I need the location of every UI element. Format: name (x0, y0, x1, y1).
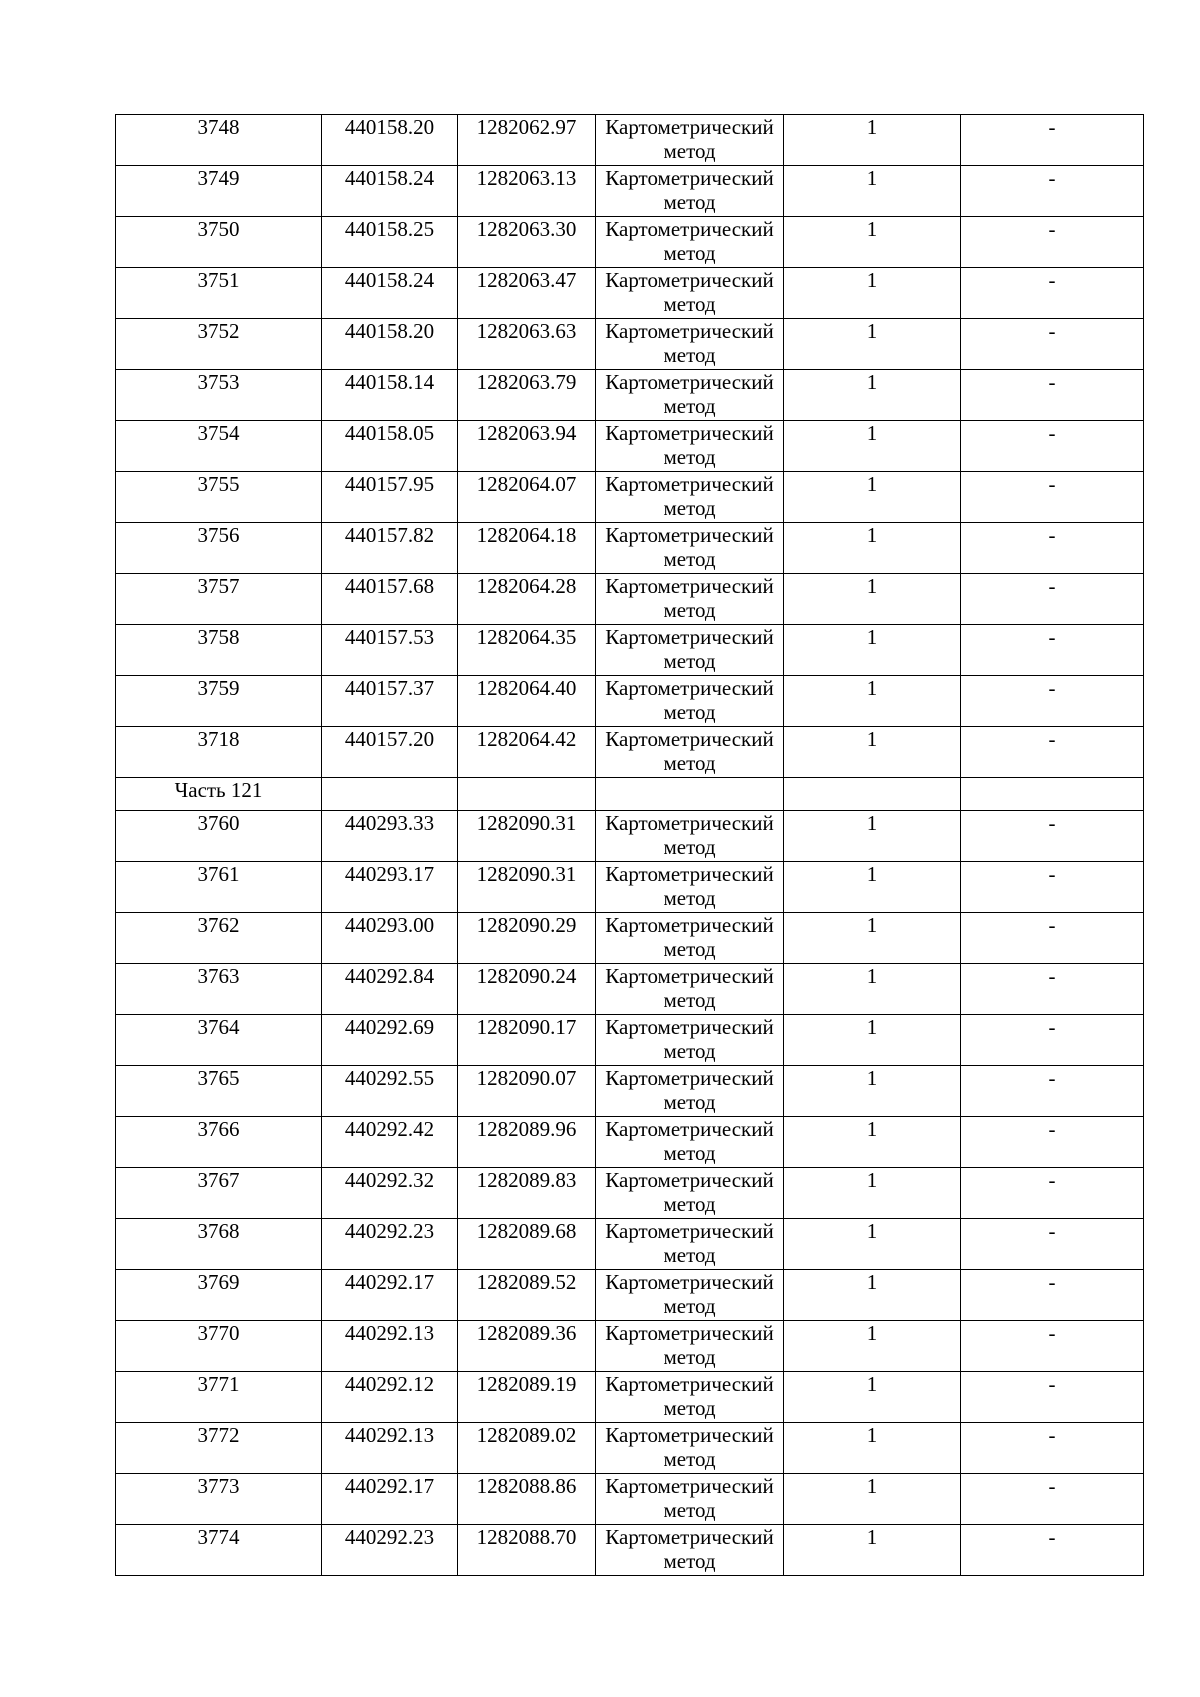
accuracy-cell: 1 (784, 1066, 961, 1117)
accuracy-cell: 1 (784, 319, 961, 370)
method-cell: Картометрический метод (596, 1168, 784, 1219)
section-title: Часть 121 (116, 778, 322, 811)
table-row (116, 1117, 1144, 1168)
table-row (116, 1525, 1144, 1576)
x-coordinate-cell: 440157.53 (322, 625, 458, 676)
accuracy-cell: 1 (784, 1423, 961, 1474)
method-cell: Картометрический метод (596, 811, 784, 862)
table-row (116, 1474, 1144, 1525)
section-header-row (116, 778, 1144, 811)
method-cell: Картометрический метод (596, 913, 784, 964)
description-cell: - (961, 862, 1144, 913)
description-cell: - (961, 472, 1144, 523)
point-number-cell: 3770 (116, 1321, 322, 1372)
description-cell: - (961, 1525, 1144, 1576)
y-coordinate-cell: 1282090.07 (458, 1066, 596, 1117)
x-coordinate-cell: 440158.14 (322, 370, 458, 421)
description-cell: - (961, 1372, 1144, 1423)
table-row (116, 115, 1144, 166)
y-coordinate-cell: 1282064.42 (458, 727, 596, 778)
x-coordinate-cell: 440292.69 (322, 1015, 458, 1066)
point-number-cell: 3768 (116, 1219, 322, 1270)
description-cell: - (961, 217, 1144, 268)
table-row (116, 811, 1144, 862)
accuracy-cell: 1 (784, 523, 961, 574)
point-number-cell: 3760 (116, 811, 322, 862)
table-row (116, 1270, 1144, 1321)
description-cell: - (961, 1015, 1144, 1066)
x-coordinate-cell: 440292.32 (322, 1168, 458, 1219)
y-coordinate-cell: 1282064.40 (458, 676, 596, 727)
y-coordinate-cell: 1282090.31 (458, 811, 596, 862)
coordinates-table (115, 114, 1144, 1576)
method-cell: Картометрический метод (596, 421, 784, 472)
table-row (116, 217, 1144, 268)
point-number-cell: 3718 (116, 727, 322, 778)
x-coordinate-cell: 440292.12 (322, 1372, 458, 1423)
point-number-cell: 3759 (116, 676, 322, 727)
description-cell: - (961, 115, 1144, 166)
method-cell: Картометрический метод (596, 217, 784, 268)
method-cell: Картометрический метод (596, 1372, 784, 1423)
method-cell: Картометрический метод (596, 523, 784, 574)
x-coordinate-cell: 440292.23 (322, 1219, 458, 1270)
table-row (116, 1321, 1144, 1372)
description-cell: - (961, 523, 1144, 574)
accuracy-cell: 1 (784, 1372, 961, 1423)
accuracy-cell: 1 (784, 1117, 961, 1168)
description-cell: - (961, 574, 1144, 625)
table-row (116, 1372, 1144, 1423)
table-row (116, 676, 1144, 727)
method-cell: Картометрический метод (596, 625, 784, 676)
y-coordinate-cell: 1282090.24 (458, 964, 596, 1015)
section-empty-cell (961, 778, 1144, 811)
description-cell: - (961, 964, 1144, 1015)
method-cell: Картометрический метод (596, 1015, 784, 1066)
y-coordinate-cell: 1282089.36 (458, 1321, 596, 1372)
method-cell: Картометрический метод (596, 166, 784, 217)
y-coordinate-cell: 1282064.07 (458, 472, 596, 523)
method-cell: Картометрический метод (596, 964, 784, 1015)
method-cell: Картометрический метод (596, 727, 784, 778)
y-coordinate-cell: 1282089.19 (458, 1372, 596, 1423)
x-coordinate-cell: 440292.23 (322, 1525, 458, 1576)
x-coordinate-cell: 440292.13 (322, 1423, 458, 1474)
accuracy-cell: 1 (784, 1219, 961, 1270)
accuracy-cell: 1 (784, 625, 961, 676)
accuracy-cell: 1 (784, 1168, 961, 1219)
description-cell: - (961, 370, 1144, 421)
x-coordinate-cell: 440292.84 (322, 964, 458, 1015)
y-coordinate-cell: 1282089.52 (458, 1270, 596, 1321)
x-coordinate-cell: 440158.05 (322, 421, 458, 472)
table-row (116, 1168, 1144, 1219)
method-cell: Картометрический метод (596, 1270, 784, 1321)
table-row (116, 727, 1144, 778)
section-empty-cell (596, 778, 784, 811)
y-coordinate-cell: 1282088.70 (458, 1525, 596, 1576)
x-coordinate-cell: 440157.68 (322, 574, 458, 625)
point-number-cell: 3749 (116, 166, 322, 217)
x-coordinate-cell: 440292.13 (322, 1321, 458, 1372)
point-number-cell: 3766 (116, 1117, 322, 1168)
y-coordinate-cell: 1282063.13 (458, 166, 596, 217)
x-coordinate-cell: 440157.82 (322, 523, 458, 574)
description-cell: - (961, 727, 1144, 778)
section-empty-cell (458, 778, 596, 811)
method-cell: Картометрический метод (596, 115, 784, 166)
x-coordinate-cell: 440158.20 (322, 319, 458, 370)
y-coordinate-cell: 1282090.29 (458, 913, 596, 964)
point-number-cell: 3769 (116, 1270, 322, 1321)
method-cell: Картометрический метод (596, 676, 784, 727)
description-cell: - (961, 1066, 1144, 1117)
point-number-cell: 3755 (116, 472, 322, 523)
table-row (116, 319, 1144, 370)
y-coordinate-cell: 1282088.86 (458, 1474, 596, 1525)
y-coordinate-cell: 1282064.18 (458, 523, 596, 574)
x-coordinate-cell: 440158.24 (322, 166, 458, 217)
point-number-cell: 3752 (116, 319, 322, 370)
point-number-cell: 3771 (116, 1372, 322, 1423)
table-row (116, 1066, 1144, 1117)
y-coordinate-cell: 1282063.79 (458, 370, 596, 421)
point-number-cell: 3772 (116, 1423, 322, 1474)
point-number-cell: 3764 (116, 1015, 322, 1066)
x-coordinate-cell: 440292.55 (322, 1066, 458, 1117)
accuracy-cell: 1 (784, 370, 961, 421)
table-row (116, 862, 1144, 913)
x-coordinate-cell: 440158.25 (322, 217, 458, 268)
method-cell: Картометрический метод (596, 862, 784, 913)
y-coordinate-cell: 1282063.30 (458, 217, 596, 268)
accuracy-cell: 1 (784, 268, 961, 319)
x-coordinate-cell: 440293.17 (322, 862, 458, 913)
description-cell: - (961, 913, 1144, 964)
y-coordinate-cell: 1282089.02 (458, 1423, 596, 1474)
table-row (116, 370, 1144, 421)
y-coordinate-cell: 1282063.63 (458, 319, 596, 370)
point-number-cell: 3757 (116, 574, 322, 625)
point-number-cell: 3758 (116, 625, 322, 676)
section-empty-cell (322, 778, 458, 811)
method-cell: Картометрический метод (596, 1321, 784, 1372)
point-number-cell: 3754 (116, 421, 322, 472)
accuracy-cell: 1 (784, 574, 961, 625)
y-coordinate-cell: 1282089.83 (458, 1168, 596, 1219)
accuracy-cell: 1 (784, 217, 961, 268)
accuracy-cell: 1 (784, 1015, 961, 1066)
point-number-cell: 3751 (116, 268, 322, 319)
x-coordinate-cell: 440158.20 (322, 115, 458, 166)
description-cell: - (961, 1270, 1144, 1321)
description-cell: - (961, 811, 1144, 862)
y-coordinate-cell: 1282090.17 (458, 1015, 596, 1066)
x-coordinate-cell: 440157.95 (322, 472, 458, 523)
point-number-cell: 3753 (116, 370, 322, 421)
accuracy-cell: 1 (784, 421, 961, 472)
table-row (116, 1219, 1144, 1270)
x-coordinate-cell: 440157.20 (322, 727, 458, 778)
x-coordinate-cell: 440157.37 (322, 676, 458, 727)
point-number-cell: 3774 (116, 1525, 322, 1576)
method-cell: Картометрический метод (596, 472, 784, 523)
accuracy-cell: 1 (784, 811, 961, 862)
method-cell: Картометрический метод (596, 268, 784, 319)
method-cell: Картометрический метод (596, 574, 784, 625)
description-cell: - (961, 1321, 1144, 1372)
y-coordinate-cell: 1282062.97 (458, 115, 596, 166)
table-row (116, 1015, 1144, 1066)
table-row (116, 913, 1144, 964)
x-coordinate-cell: 440292.42 (322, 1117, 458, 1168)
description-cell: - (961, 1423, 1144, 1474)
point-number-cell: 3761 (116, 862, 322, 913)
table-row (116, 268, 1144, 319)
method-cell: Картометрический метод (596, 1117, 784, 1168)
method-cell: Картометрический метод (596, 1525, 784, 1576)
x-coordinate-cell: 440293.33 (322, 811, 458, 862)
point-number-cell: 3748 (116, 115, 322, 166)
method-cell: Картометрический метод (596, 1066, 784, 1117)
point-number-cell: 3750 (116, 217, 322, 268)
table-row (116, 166, 1144, 217)
accuracy-cell: 1 (784, 727, 961, 778)
y-coordinate-cell: 1282089.96 (458, 1117, 596, 1168)
accuracy-cell: 1 (784, 1270, 961, 1321)
description-cell: - (961, 676, 1144, 727)
table-row (116, 421, 1144, 472)
description-cell: - (961, 1168, 1144, 1219)
point-number-cell: 3773 (116, 1474, 322, 1525)
method-cell: Картометрический метод (596, 1474, 784, 1525)
method-cell: Картометрический метод (596, 319, 784, 370)
point-number-cell: 3765 (116, 1066, 322, 1117)
point-number-cell: 3756 (116, 523, 322, 574)
x-coordinate-cell: 440293.00 (322, 913, 458, 964)
table-row (116, 964, 1144, 1015)
accuracy-cell: 1 (784, 913, 961, 964)
accuracy-cell: 1 (784, 1525, 961, 1576)
accuracy-cell: 1 (784, 676, 961, 727)
table-row (116, 523, 1144, 574)
point-number-cell: 3763 (116, 964, 322, 1015)
y-coordinate-cell: 1282064.28 (458, 574, 596, 625)
accuracy-cell: 1 (784, 862, 961, 913)
accuracy-cell: 1 (784, 1321, 961, 1372)
accuracy-cell: 1 (784, 115, 961, 166)
method-cell: Картометрический метод (596, 1423, 784, 1474)
table-row (116, 1423, 1144, 1474)
description-cell: - (961, 268, 1144, 319)
description-cell: - (961, 625, 1144, 676)
table-row (116, 574, 1144, 625)
description-cell: - (961, 1117, 1144, 1168)
y-coordinate-cell: 1282090.31 (458, 862, 596, 913)
x-coordinate-cell: 440292.17 (322, 1474, 458, 1525)
table-row (116, 625, 1144, 676)
coordinates-table-body (116, 115, 1144, 1576)
description-cell: - (961, 421, 1144, 472)
description-cell: - (961, 1219, 1144, 1270)
accuracy-cell: 1 (784, 1474, 961, 1525)
table-row (116, 472, 1144, 523)
accuracy-cell: 1 (784, 166, 961, 217)
y-coordinate-cell: 1282063.94 (458, 421, 596, 472)
description-cell: - (961, 166, 1144, 217)
x-coordinate-cell: 440158.24 (322, 268, 458, 319)
y-coordinate-cell: 1282063.47 (458, 268, 596, 319)
description-cell: - (961, 1474, 1144, 1525)
accuracy-cell: 1 (784, 964, 961, 1015)
method-cell: Картометрический метод (596, 1219, 784, 1270)
section-empty-cell (784, 778, 961, 811)
point-number-cell: 3767 (116, 1168, 322, 1219)
y-coordinate-cell: 1282089.68 (458, 1219, 596, 1270)
description-cell: - (961, 319, 1144, 370)
accuracy-cell: 1 (784, 472, 961, 523)
point-number-cell: 3762 (116, 913, 322, 964)
y-coordinate-cell: 1282064.35 (458, 625, 596, 676)
x-coordinate-cell: 440292.17 (322, 1270, 458, 1321)
method-cell: Картометрический метод (596, 370, 784, 421)
